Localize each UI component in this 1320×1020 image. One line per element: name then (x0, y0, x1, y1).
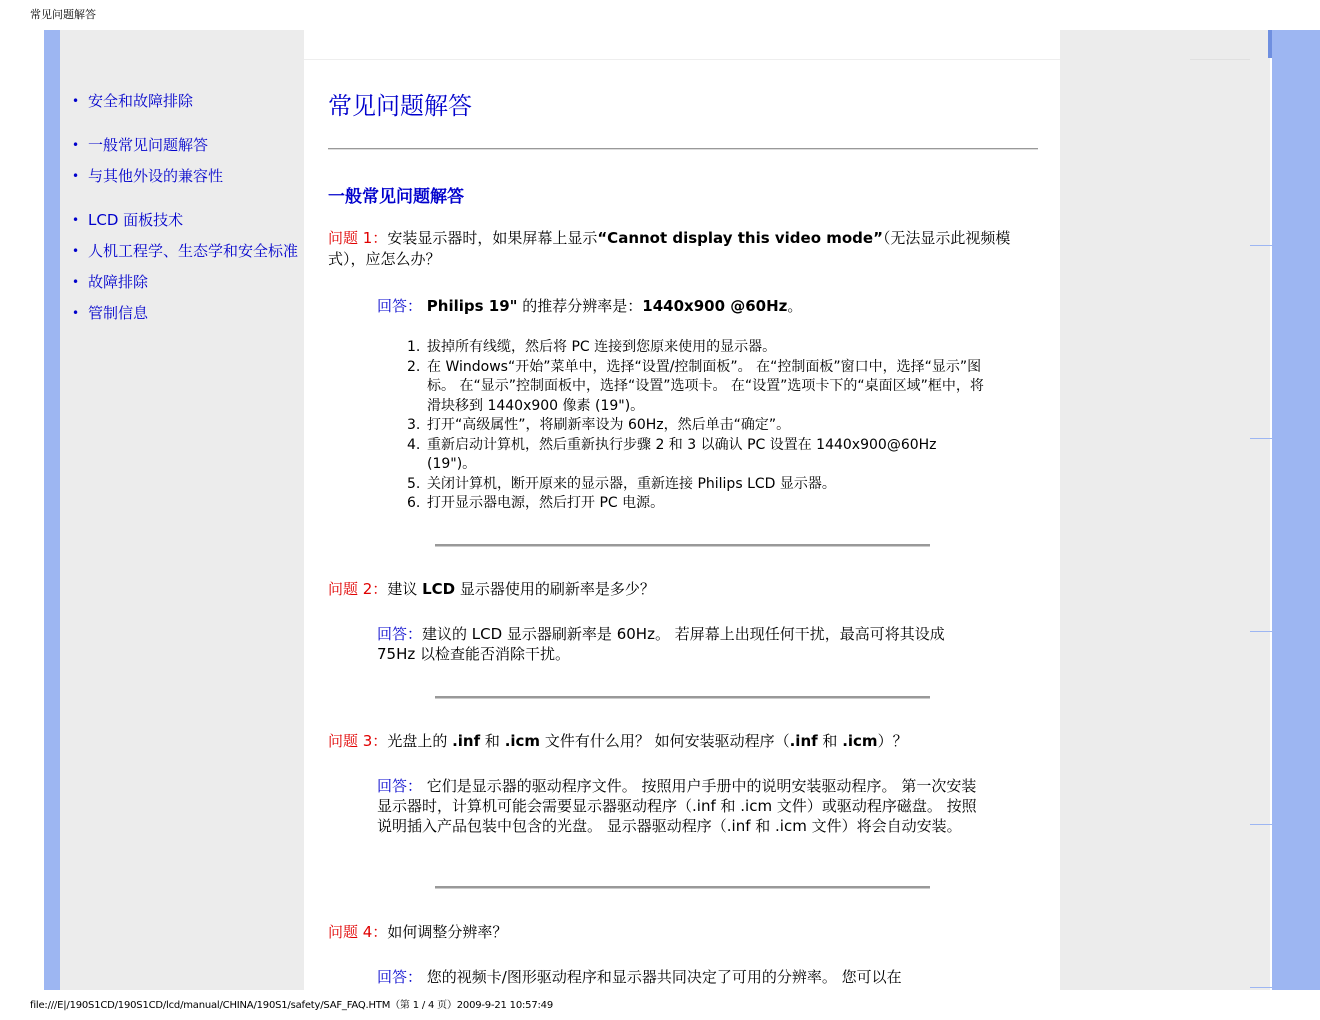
step-item (407, 494, 987, 514)
question-4-text: 如何调整分辨率？ (387, 923, 508, 941)
step-number: 1. (407, 339, 421, 355)
answer-4-label: 回答： (377, 968, 423, 986)
answer-3-text: 它们是显示器的驱动程序文件。 按照用户手册中的说明安装驱动程序。 第一次安装显示器时，计算机可能会需要显示器驱动程序（.inf 和 .icm 文件）或驱动程序磁盘。 按照说明插入产品包装中包含的光盘。 显示器驱动程序（.inf 和 .icm 文件）将会自动安装。 (377, 777, 977, 835)
question-divider (435, 544, 930, 547)
step-item (407, 358, 987, 417)
question-3-bold-c: .inf (789, 732, 818, 750)
step-number: 5. (407, 475, 421, 492)
section-heading: 一般常见问题解答 (328, 187, 464, 207)
step-item (407, 416, 987, 436)
right-top-divider (1190, 59, 1250, 60)
step-item (407, 338, 987, 358)
browser-page-title: 常见问题解答 (30, 8, 96, 21)
step-number: 6. (407, 495, 421, 511)
question-3-label: 问题 3： (328, 732, 388, 750)
question-3-text-e: ）？ (877, 732, 908, 750)
sidebar-link-compatibility[interactable]: 与其他外设的兼容性 (88, 167, 224, 185)
right-decor-accent (1268, 30, 1272, 58)
question-3-text-a: 光盘上的 (387, 732, 453, 750)
sidebar-item-ergonomics[interactable] (72, 240, 302, 262)
step-text: 在 Windows“开始”菜单中，选择“设置/控制面板”。 在“控制面板”窗口中，选择“显示”图标。 在“显示”控制面板中，选择“设置”选项卡。 在“设置”选项卡下的“桌面区域”框中，将滑块移到 1440x900 像素 (19")。 (427, 358, 984, 414)
question-4-label: 问题 4： (328, 923, 388, 941)
question-3-bold-d: .icm (842, 732, 878, 750)
question-3 (328, 731, 1028, 752)
answer-2 (377, 624, 977, 664)
question-2-label: 问题 2： (328, 580, 388, 598)
sidebar-link-lcd-tech[interactable]: LCD 面板技术 (88, 211, 184, 229)
right-tick-mark (1250, 438, 1272, 439)
step-text: 拔掉所有线缆，然后将 PC 连接到您原来使用的显示器。 (427, 339, 777, 355)
sidebar-list (72, 90, 302, 324)
step-text: 打开显示器电源，然后打开 PC 电源。 (427, 495, 665, 511)
question-3-text-d: 和 (817, 732, 843, 750)
question-divider (435, 886, 930, 889)
question-1-bold: “Cannot display this video mode” (597, 229, 883, 247)
answer-3 (377, 776, 987, 836)
answer-1 (377, 296, 987, 316)
right-decor-strip (1272, 30, 1320, 990)
question-2-bold: LCD (422, 580, 456, 598)
step-text: 关闭计算机，断开原来的显示器，重新连接 Philips LCD 显示器。 (427, 475, 836, 492)
sidebar-item-compatibility[interactable] (72, 165, 302, 187)
question-3-text-c: 文件有什么用？ 如何安装驱动程序（ (540, 732, 790, 750)
answer-1-steps (407, 338, 987, 514)
browser-page-footer: file:///E|/190S1CD/190S1CD/lcd/manual/CHINA/190S1/safety/SAF_FAQ.HTM（第 1 / 4 页）2009-9-21 10:57:49 (30, 1000, 553, 1011)
question-4 (328, 922, 1028, 943)
sidebar-item-troubleshooting[interactable] (72, 271, 302, 293)
question-2 (328, 579, 1028, 600)
step-item (407, 475, 987, 495)
step-number: 3. (407, 417, 421, 433)
sidebar-item-regulatory[interactable] (72, 302, 302, 324)
page-title: 常见问题解答 (328, 92, 472, 120)
sidebar-nav (60, 30, 304, 990)
answer-1-text: 的推荐分辨率是： (517, 297, 643, 315)
right-tick-mark (1250, 987, 1272, 988)
answer-1-label: 回答： (377, 297, 423, 315)
sidebar-item-general-faq[interactable] (72, 134, 302, 156)
sidebar-item-lcd-tech[interactable] (72, 209, 302, 231)
question-1-text-a: 安装显示器时，如果屏幕上显示 (387, 229, 598, 247)
sidebar-link-general-faq[interactable]: 一般常见问题解答 (88, 136, 209, 154)
sidebar-item-safety[interactable] (72, 90, 302, 112)
question-divider (435, 696, 930, 699)
right-tick-mark (1250, 824, 1272, 825)
answer-1-model: Philips 19" (426, 297, 518, 315)
question-1-label: 问题 1： (328, 229, 388, 247)
answer-3-label: 回答： (377, 777, 423, 795)
step-item (407, 436, 987, 475)
answer-2-text: 建议的 LCD 显示器刷新率是 60Hz。 若屏幕上出现任何干扰，最高可将其设成 75Hz 以检查能否消除干扰。 (377, 625, 945, 663)
step-text: 打开“高级属性”，将刷新率设为 60Hz，然后单击“确定”。 (427, 417, 791, 433)
step-number: 2. (407, 358, 421, 375)
question-3-bold-a: .inf (452, 732, 481, 750)
question-3-bold-b: .icm (504, 732, 541, 750)
sidebar-link-safety[interactable]: 安全和故障排除 (88, 92, 194, 110)
title-divider (328, 148, 1038, 150)
answer-1-end: 。 (787, 297, 803, 315)
step-text: 重新启动计算机，然后重新执行步骤 2 和 3 以确认 PC 设置在 1440x900@60Hz (19")。 (427, 436, 937, 472)
answer-4 (377, 967, 987, 987)
answer-1-resolution: 1440x900 @60Hz (642, 297, 788, 315)
sidebar-link-regulatory[interactable]: 管制信息 (88, 304, 149, 322)
step-number: 4. (407, 436, 421, 453)
question-3-text-b: 和 (480, 732, 505, 750)
sidebar-link-ergonomics[interactable]: 人机工程学、生态学和安全标准 (88, 242, 299, 260)
left-decor-strip (44, 30, 60, 990)
sidebar-link-troubleshooting[interactable]: 故障排除 (88, 273, 149, 291)
right-tick-mark (1250, 245, 1272, 246)
question-1 (328, 228, 1028, 270)
question-2-text-a: 建议 (387, 580, 423, 598)
question-1-text-b: （无法显示此视频模式），应怎么办？ (328, 229, 1011, 268)
right-margin-panel (1060, 30, 1270, 990)
content-top-divider (304, 59, 1060, 60)
answer-2-label: 回答： (377, 625, 423, 643)
right-tick-mark (1250, 631, 1272, 632)
answer-4-text: 您的视频卡/图形驱动程序和显示器共同决定了可用的分辨率。 您可以在 (422, 968, 902, 986)
question-2-text-b: 显示器使用的刷新率是多少？ (455, 580, 655, 598)
